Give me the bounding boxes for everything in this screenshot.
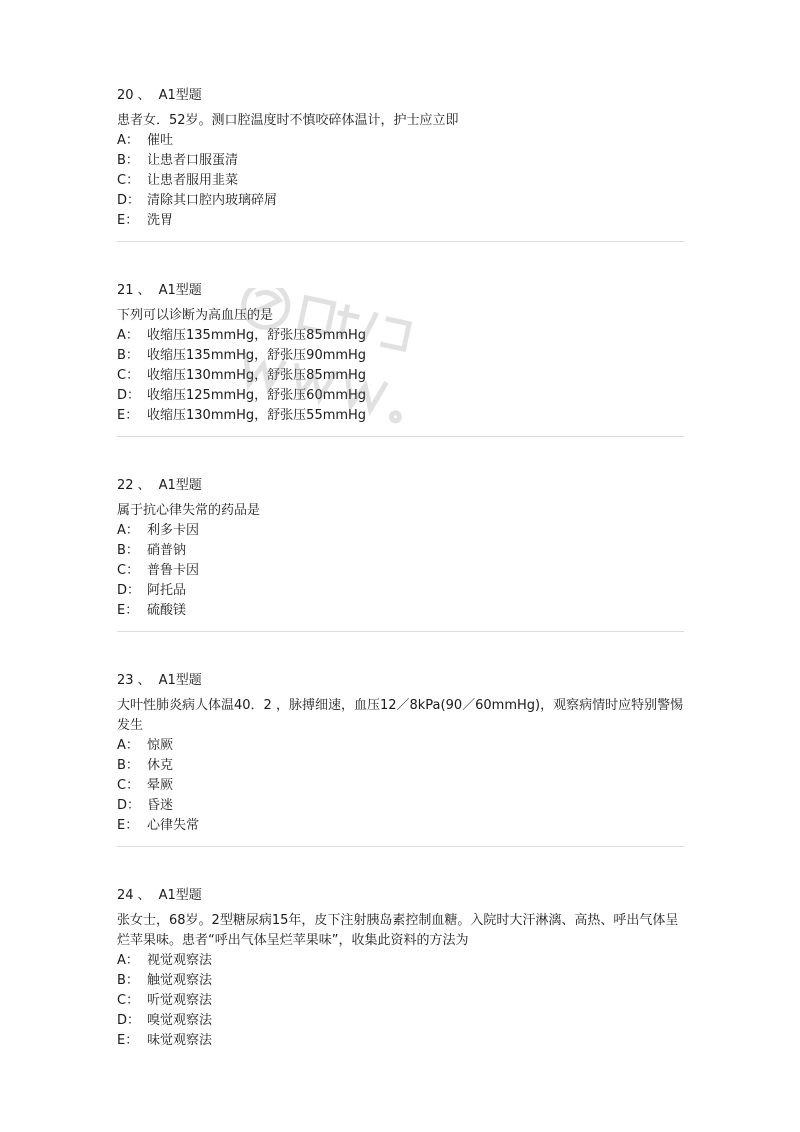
question-type: A1型题 bbox=[158, 888, 202, 903]
option-b bbox=[117, 151, 684, 171]
question-stem: 下列可以诊断为高血压的是 bbox=[117, 308, 274, 323]
option-text: 阿托品 bbox=[147, 583, 187, 598]
option-text: 硫酸镁 bbox=[147, 603, 187, 618]
option-e bbox=[117, 601, 684, 621]
option-text: 收缩压125mmHg，舒张压60mmHg bbox=[147, 388, 367, 403]
question-stem: 大叶性肺炎病人体温40．2 ，脉搏细速，血压12／8kPa(90／60mmHg)，观察病情时应特别警惕发生 bbox=[117, 698, 684, 733]
option-e bbox=[117, 211, 684, 231]
option-a bbox=[117, 736, 684, 756]
question-type: A1型题 bbox=[158, 88, 202, 103]
question-number: 23 bbox=[117, 673, 134, 688]
option-c bbox=[117, 776, 684, 796]
question-header bbox=[117, 86, 684, 106]
question-number: 20 bbox=[117, 88, 134, 103]
option-text: 硝普钠 bbox=[147, 543, 187, 558]
option-letter: D： bbox=[117, 1013, 141, 1028]
question-header bbox=[117, 671, 684, 691]
option-a bbox=[117, 951, 684, 971]
question-separator: 、 bbox=[137, 283, 151, 298]
question-stem: 属于抗心律失常的药品是 bbox=[117, 503, 261, 518]
option-c bbox=[117, 991, 684, 1011]
option-text: 心律失常 bbox=[147, 818, 200, 833]
option-letter: A： bbox=[117, 738, 139, 753]
question-separator: 、 bbox=[137, 673, 151, 688]
question-header bbox=[117, 281, 684, 301]
option-letter: D： bbox=[117, 798, 141, 813]
question-stem: 患者女．52岁。测口腔温度时不慎咬碎体温计，护士应立即 bbox=[117, 113, 459, 128]
option-text: 收缩压130mmHg，舒张压55mmHg bbox=[147, 408, 367, 423]
option-letter: A： bbox=[117, 328, 139, 343]
option-text: 味觉观察法 bbox=[147, 1033, 213, 1048]
option-text: 收缩压135mmHg，舒张压90mmHg bbox=[147, 348, 367, 363]
option-text: 晕厥 bbox=[147, 778, 174, 793]
question-stem: 张女士，68岁。2型糖尿病15年，皮下注射胰岛素控制血糖。入院时大汗淋漓、高热、呼出气体呈烂苹果味。患者“呼出气体呈烂苹果味”，收集此资料的方法为 bbox=[117, 913, 679, 948]
option-d bbox=[117, 1011, 684, 1031]
question-separator: 、 bbox=[137, 888, 151, 903]
option-letter: C： bbox=[117, 563, 140, 578]
question-header bbox=[117, 476, 684, 496]
option-c bbox=[117, 366, 684, 386]
question-type: A1型题 bbox=[158, 283, 202, 298]
option-letter: E： bbox=[117, 408, 139, 423]
question-type: A1型题 bbox=[158, 478, 202, 493]
option-text: 让患者口服蛋清 bbox=[147, 153, 239, 168]
option-text: 让患者服用韭菜 bbox=[147, 173, 239, 188]
option-b bbox=[117, 971, 684, 991]
option-text: 视觉观察法 bbox=[147, 953, 213, 968]
option-a bbox=[117, 131, 684, 151]
option-letter: E： bbox=[117, 213, 139, 228]
question-23 bbox=[117, 671, 684, 847]
option-letter: D： bbox=[117, 388, 141, 403]
option-text: 利多卡因 bbox=[147, 523, 200, 538]
option-letter: E： bbox=[117, 603, 139, 618]
question-separator: 、 bbox=[137, 88, 151, 103]
question-type: A1型题 bbox=[158, 673, 202, 688]
option-d bbox=[117, 796, 684, 816]
option-letter: B： bbox=[117, 348, 139, 363]
option-letter: D： bbox=[117, 583, 141, 598]
option-text: 收缩压130mmHg，舒张压85mmHg bbox=[147, 368, 367, 383]
option-letter: B： bbox=[117, 758, 139, 773]
option-letter: B： bbox=[117, 973, 139, 988]
option-letter: E： bbox=[117, 1033, 139, 1048]
option-d bbox=[117, 581, 684, 601]
option-d bbox=[117, 191, 684, 211]
option-letter: C： bbox=[117, 368, 140, 383]
option-d bbox=[117, 386, 684, 406]
option-text: 昏迷 bbox=[147, 798, 174, 813]
option-text: 洗胃 bbox=[147, 213, 174, 228]
option-e bbox=[117, 1031, 684, 1051]
question-20 bbox=[117, 86, 684, 242]
option-letter: A： bbox=[117, 523, 139, 538]
option-e bbox=[117, 406, 684, 426]
option-letter: E： bbox=[117, 818, 139, 833]
option-text: 触觉观察法 bbox=[147, 973, 213, 988]
option-text: 普鲁卡因 bbox=[147, 563, 200, 578]
question-22 bbox=[117, 476, 684, 632]
question-number: 22 bbox=[117, 478, 134, 493]
option-letter: C： bbox=[117, 778, 140, 793]
option-text: 嗅觉观察法 bbox=[147, 1013, 213, 1028]
question-page bbox=[117, 86, 684, 1051]
option-b bbox=[117, 541, 684, 561]
question-header bbox=[117, 886, 684, 906]
question-separator: 、 bbox=[137, 478, 151, 493]
option-letter: A： bbox=[117, 953, 139, 968]
option-e bbox=[117, 816, 684, 836]
question-21 bbox=[117, 281, 684, 437]
option-b bbox=[117, 346, 684, 366]
option-text: 听觉观察法 bbox=[147, 993, 213, 1008]
option-letter: D： bbox=[117, 193, 141, 208]
question-number: 21 bbox=[117, 283, 134, 298]
option-letter: A： bbox=[117, 133, 139, 148]
option-c bbox=[117, 171, 684, 191]
option-c bbox=[117, 561, 684, 581]
option-a bbox=[117, 326, 684, 346]
option-text: 惊厥 bbox=[147, 738, 174, 753]
option-text: 收缩压135mmHg，舒张压85mmHg bbox=[147, 328, 367, 343]
option-letter: C： bbox=[117, 993, 140, 1008]
option-text: 催吐 bbox=[147, 133, 174, 148]
option-text: 清除其口腔内玻璃碎屑 bbox=[147, 193, 278, 208]
option-letter: B： bbox=[117, 543, 139, 558]
option-letter: C： bbox=[117, 173, 140, 188]
question-24 bbox=[117, 886, 684, 1051]
option-letter: B： bbox=[117, 153, 139, 168]
option-a bbox=[117, 521, 684, 541]
option-b bbox=[117, 756, 684, 776]
question-number: 24 bbox=[117, 888, 134, 903]
option-text: 休克 bbox=[147, 758, 174, 773]
